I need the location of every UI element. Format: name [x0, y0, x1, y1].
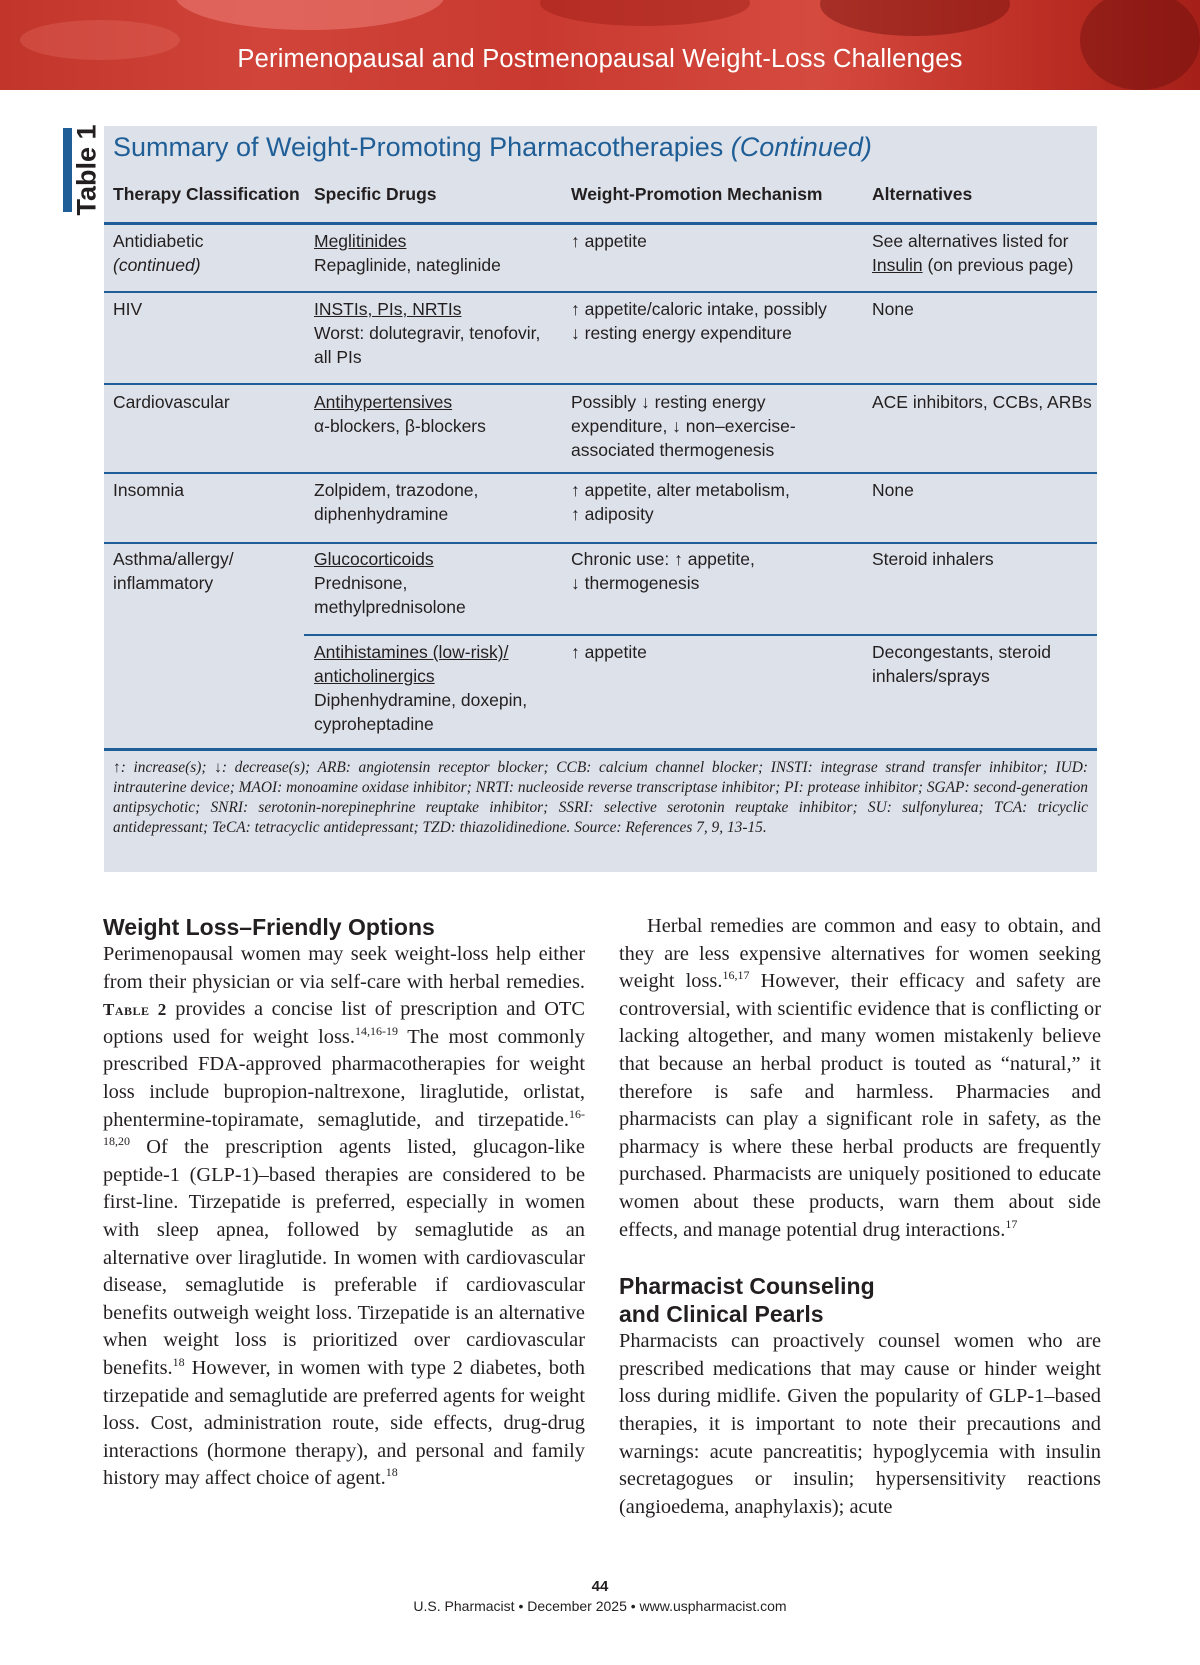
table-title	[113, 132, 872, 163]
table-row-classification: Antidiabetic (continued)	[113, 231, 204, 275]
table-row-mechanism: ↑ appetite	[571, 642, 647, 662]
table-title-suffix: (Continued)	[730, 132, 872, 162]
table-row-mechanism: Chronic use: ↑ appetite, ↓ thermogenesis	[571, 549, 755, 593]
article-paragraph: Perimenopausal women may seek weight-loss help either from their physician or via self-care with herbal remedies. Table 2 provides a concise list of prescription and OTC options used for weight loss.$^{14,16-19}$ The most commonly prescribed FDA-approved pharmacotherapies for weight loss include bupropion-naltrexone, liraglutide, orlistat, phentermine-topiramate, semaglutide, and tirzepatide.$^{16-18,20}$ Of the prescription agents listed, glucagon-like peptide-1 (GLP-1)–based therapies are considered to be first-line. Tirzepatide is preferred, especially in women with sleep apnea, followed by semaglutide as an alternative over liraglutide. In women with cardiovascular disease, semaglutide is preferable if cardiovascular benefits outweigh weight loss. Tirzepatide is an alternative when weight loss is prioritized over cardiovascular benefits.$^{18}$ However, in women with type 2 diabetes, both tirzepatide and semaglutide are preferred agents for weight loss. Cost, administration route, side effects, drug-drug interactions (hormone therapy), and personal and family history may affect choice of agent.$^{18}$	[103, 943, 585, 1490]
table-row-classification: Asthma/allergy/ inflammatory	[113, 549, 234, 593]
drug-class-label: INSTIs, PIs, NRTIs	[314, 299, 462, 319]
article-paragraph: Herbal remedies are common and easy to obtain, and they are less expensive alternatives for women seeking weight loss.$^{16,17}$ However, their efficacy and safety are controversial, with scientific evidence that is conflicting or lacking altogether, and many women mistakenly believe that because an herbal product is touted as “natural,” it therefore is safe and harmless. Pharmacies and pharmacists can play a significant role in safety, as the pharmacy is where these herbal products are frequently purchased. Pharmacists are uniquely positioned to educate women about these products, warn them about side effects, and manage potential drug interactions.$^{17}$	[619, 915, 1101, 1241]
table-row-drugs: Antihypertensives α-blockers, β-blockers	[314, 392, 486, 436]
citation: 16,17	[722, 968, 750, 983]
table-row-classification: Cardiovascular	[113, 392, 230, 412]
table-title-text: Summary of Weight-Promoting Pharmacotherapies	[113, 132, 724, 162]
table-row-mechanism: ↑ appetite	[571, 231, 647, 251]
column-header-mechanism: Weight-Promotion Mechanism	[571, 184, 823, 204]
row-divider	[104, 383, 1097, 385]
table-row-mechanism: ↑ appetite, alter metabolism, ↑ adiposity	[571, 480, 790, 524]
table-row-drugs: Antihistamines (low-risk)/ anticholinergics Diphenhydramine, doxepin, cyproheptadine	[314, 642, 528, 734]
table-row-alternatives: None	[872, 480, 914, 500]
citation: 17	[1005, 1216, 1018, 1231]
column-header-alternatives: Alternatives	[872, 184, 973, 204]
section-heading-weight-loss-options: Weight Loss–Friendly Options	[103, 914, 435, 940]
banner-decoration	[820, 0, 1010, 36]
row-divider	[104, 542, 1097, 544]
table-row-alternatives: Decongestants, steroid inhalers/sprays	[872, 642, 1051, 686]
header-banner	[0, 0, 1200, 90]
table-row-drugs: INSTIs, PIs, NRTIs Worst: dolutegravir, tenofovir, all PIs	[314, 299, 541, 367]
table-row-mechanism: ↑ appetite/caloric intake, possibly ↓ resting energy expenditure	[571, 299, 827, 343]
row-divider	[104, 472, 1097, 474]
section-heading-pharmacist-counseling: Pharmacist Counseling and Clinical Pearls	[619, 1273, 875, 1328]
row-divider	[104, 291, 1097, 293]
insulin-reference: Insulin	[872, 255, 923, 275]
citation: 18	[385, 1465, 398, 1480]
citation: 16-18,20	[103, 1106, 585, 1149]
citation: 14,16-19	[354, 1023, 398, 1038]
table-row-classification: Insomnia	[113, 480, 185, 500]
table-row-mechanism: Possibly ↓ resting energy expenditure, ↓ non–exercise- associated thermogenesis	[571, 392, 796, 460]
page-number: 44	[591, 1578, 609, 1595]
table-row-drugs: Glucocorticoids Prednisone, methylprednisolone	[314, 549, 466, 617]
column-header-classification: Therapy Classification	[113, 184, 300, 204]
table-2-reference: Table 2	[103, 1000, 167, 1020]
header-rule	[104, 222, 1097, 225]
table-panel	[104, 126, 1097, 872]
table-row-alternatives: Steroid inhalers	[872, 549, 994, 569]
table-row-drugs: Zolpidem, trazodone, diphenhydramine	[314, 480, 479, 524]
citation: 18	[172, 1355, 185, 1370]
column-header-drugs: Specific Drugs	[314, 184, 437, 204]
sub-row-divider	[304, 634, 1097, 636]
article-right-column	[619, 913, 1101, 1521]
banner-title: Perimenopausal and Postmenopausal Weight-Loss Challenges	[237, 45, 963, 73]
table-label: Table 1	[71, 124, 102, 216]
drug-class-label: Antihistamines (low-risk)/ anticholinergics	[314, 642, 509, 686]
table-bottom-rule	[104, 748, 1097, 751]
publication-footer: U.S. Pharmacist • December 2025 • www.uspharmacist.com	[413, 1598, 787, 1614]
table-row-alternatives: See alternatives listed for Insulin (on previous page)	[872, 231, 1074, 275]
article-paragraph: Pharmacists can proactively counsel women who are prescribed medications that may cause or hinder weight loss during midlife. Given the popularity of GLP-1–based therapies, it is important to note their precautions and warnings: acute pancreatitis; hypoglycemia with insulin secretagogues or insulin; hypersensitivity reactions (angioedema, anaphylaxis); acute	[619, 1330, 1101, 1518]
paragraph-spacer	[619, 1244, 1101, 1272]
table-row-alternatives: None	[872, 299, 914, 319]
drug-class-label: Meglitinides	[314, 231, 407, 251]
table-row-classification: HIV	[113, 299, 143, 319]
table-row-drugs: Meglitinides Repaglinide, nateglinide	[314, 231, 501, 275]
article-left-column	[103, 913, 585, 1493]
table-row-alternatives: ACE inhibitors, CCBs, ARBs	[872, 392, 1092, 412]
banner-decoration	[540, 0, 750, 26]
table-footnote: ↑: increase(s); ↓: decrease(s); ARB: angiotensin receptor blocker; CCB: calcium channel blocker; INSTI: integrase strand transfer inhibitor; IUD: intrauterine device; MAOI: monoamine oxidase inhibitor; NRTI: nucleoside reverse transcriptase inhibitor; PI: protease inhibitor; SGAP: second-generation antipsychotic; SNRI: serotonin-norepinephrine reuptake inhibitor; SSRI: selective serotonin reuptake inhibitor; SU: sulfonylurea; TCA: tricyclic antidepressant; TeCA: tetracyclic antidepressant; TZD: thiazolidinedione. Source: References 7, 9, 13-15.	[113, 759, 1088, 836]
drug-class-label: Antihypertensives	[314, 392, 453, 412]
drug-class-label: Glucocorticoids	[314, 549, 434, 569]
banner-decoration	[175, 0, 445, 30]
